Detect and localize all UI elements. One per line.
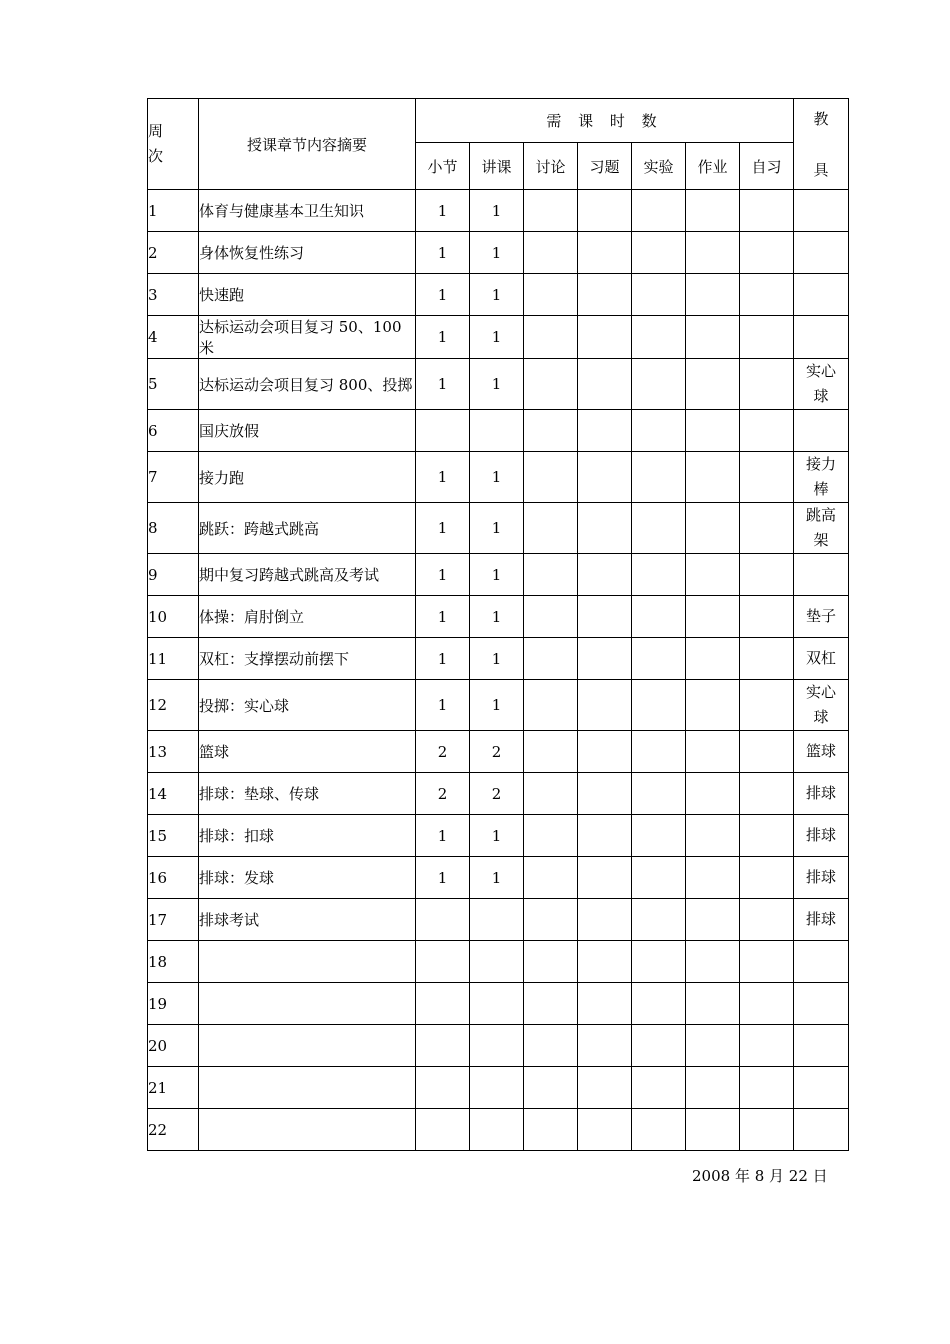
hours-cell [632,452,686,503]
topic-cell: 达标运动会项目复习 50、100 米 [199,316,416,359]
hours-col-header: 作业 [686,143,740,190]
week-number-cell: 9 [148,554,199,596]
hours-cell: 1 [416,503,470,554]
week-number-cell: 2 [148,232,199,274]
topic-cell: 排球：垫球、传球 [199,773,416,815]
equipment-cell [794,899,849,941]
hours-cell [578,190,632,232]
equipment-cell [794,410,849,452]
hours-cell [686,983,740,1025]
topic-cell [199,1067,416,1109]
hours-cell [632,941,686,983]
hours-cell [740,359,794,410]
hours-cell [578,941,632,983]
hours-cell: 1 [416,596,470,638]
hours-cell [578,680,632,731]
hours-cell [524,190,578,232]
hours-cell [740,410,794,452]
week-header-bottom: 次 [148,147,164,165]
week-number-cell: 15 [148,815,199,857]
hours-cell [524,638,578,680]
table-row [148,983,849,1025]
hours-cell [686,503,740,554]
hours-cell [740,731,794,773]
hours-cell [740,815,794,857]
hours-cell [686,232,740,274]
hours-cell [524,899,578,941]
hours-cell [686,1109,740,1151]
hours-cell [578,554,632,596]
hours-cell [686,316,740,359]
hours-cell [686,857,740,899]
hours-cell [740,554,794,596]
week-number-cell: 1 [148,190,199,232]
hours-cell [632,410,686,452]
hours-cell [524,274,578,316]
table-row [148,503,849,554]
hours-cell [740,503,794,554]
hours-cell: 1 [416,680,470,731]
hours-cell [632,1025,686,1067]
hours-cell [524,1109,578,1151]
equipment-text: 垫子 [806,607,837,625]
hours-cell [632,731,686,773]
teaching-plan-table [147,98,849,1151]
hours-cell [578,857,632,899]
hours-cell: 1 [470,359,524,410]
hours-cell [632,596,686,638]
hours-cell: 2 [416,773,470,815]
hours-col-header: 讲课 [470,143,524,190]
hours-cell [470,941,524,983]
week-number-cell: 22 [148,1109,199,1151]
table-row [148,815,849,857]
hours-cell [686,359,740,410]
week-number-cell: 13 [148,731,199,773]
hours-cell: 1 [470,680,524,731]
equipment-cell [794,638,849,680]
week-number-cell: 3 [148,274,199,316]
table-row [148,899,849,941]
hours-cell [524,359,578,410]
hours-cell: 1 [470,232,524,274]
hours-cell [632,503,686,554]
topic-cell: 排球：扣球 [199,815,416,857]
hours-cell [686,638,740,680]
topic-cell [199,1025,416,1067]
table-row [148,680,849,731]
hours-cell [578,638,632,680]
equipment-cell [794,815,849,857]
topic-cell: 排球：发球 [199,857,416,899]
hours-cell: 1 [470,815,524,857]
hours-cell [632,554,686,596]
table-row [148,1025,849,1067]
topic-cell: 达标运动会项目复习 800、投掷 [199,359,416,410]
hours-cell: 1 [416,316,470,359]
hours-cell [416,410,470,452]
hours-col-header: 讨论 [524,143,578,190]
equipment-cell [794,232,849,274]
hours-cell [578,503,632,554]
equipment-text: 实心 [806,362,837,380]
hours-group-header: 需 课 时 数 [416,99,794,143]
table-row [148,232,849,274]
hours-cell [632,1067,686,1109]
table-row [148,554,849,596]
week-number-cell: 4 [148,316,199,359]
topic-cell: 排球考试 [199,899,416,941]
hours-cell: 1 [470,503,524,554]
hours-cell [632,316,686,359]
hours-cell: 1 [416,359,470,410]
hours-cell [686,815,740,857]
table-row [148,274,849,316]
hours-cell [740,274,794,316]
hours-cell: 1 [416,232,470,274]
hours-cell [740,316,794,359]
hours-cell [632,1109,686,1151]
hours-cell [578,596,632,638]
hours-cell [740,941,794,983]
equipment-cell [794,452,849,503]
hours-cell [686,899,740,941]
hours-cell [524,731,578,773]
equipment-cell [794,1025,849,1067]
week-number-cell: 12 [148,680,199,731]
hours-cell [416,1067,470,1109]
topic-cell [199,1109,416,1151]
week-number-cell: 16 [148,857,199,899]
topic-cell: 快速跑 [199,274,416,316]
hours-cell: 1 [470,638,524,680]
hours-cell [578,983,632,1025]
hours-cell [686,274,740,316]
equipment-cell [794,1109,849,1151]
week-number-cell: 8 [148,503,199,554]
topic-cell [199,983,416,1025]
hours-cell: 1 [416,857,470,899]
equipment-cell [794,554,849,596]
hours-cell [578,1067,632,1109]
equipment-text: 棒 [813,480,829,498]
equipment-text: 排球 [806,868,837,886]
week-number-cell: 14 [148,773,199,815]
hours-cell [578,1025,632,1067]
hours-cell [470,899,524,941]
week-number-cell: 10 [148,596,199,638]
week-number-cell: 21 [148,1067,199,1109]
equipment-text: 架 [813,531,829,549]
hours-cell [632,815,686,857]
topic-cell: 身体恢复性练习 [199,232,416,274]
hours-cell: 1 [416,190,470,232]
hours-cell [416,1025,470,1067]
hours-cell [524,503,578,554]
hours-cell [740,638,794,680]
hours-cell [578,1109,632,1151]
table-body [148,190,849,1151]
hours-cell: 1 [470,316,524,359]
equipment-cell [794,1067,849,1109]
topic-cell [199,941,416,983]
hours-cell [740,857,794,899]
topic-cell: 国庆放假 [199,410,416,452]
hours-cell [740,1109,794,1151]
hours-cell [470,1109,524,1151]
topic-cell: 期中复习跨越式跳高及考试 [199,554,416,596]
hours-cell [524,232,578,274]
hours-cell [632,857,686,899]
hours-cell [686,190,740,232]
tools-header-top: 教 [813,110,829,128]
equipment-cell [794,190,849,232]
hours-cell [686,596,740,638]
hours-cell [578,316,632,359]
equipment-text: 实心 [806,683,837,701]
hours-cell [524,452,578,503]
hours-cell [524,554,578,596]
hours-col-header: 实验 [632,143,686,190]
table-row [148,596,849,638]
topic-cell: 接力跑 [199,452,416,503]
hours-cell [686,452,740,503]
hours-cell [740,680,794,731]
equipment-cell [794,983,849,1025]
week-number-cell: 5 [148,359,199,410]
hours-cell [632,680,686,731]
hours-cell [470,1067,524,1109]
week-header-top: 周 [148,122,164,140]
hours-cell [578,815,632,857]
topic-cell: 跳跃：跨越式跳高 [199,503,416,554]
equipment-text: 排球 [806,784,837,802]
equipment-text: 篮球 [806,742,837,760]
equipment-text: 跳高 [806,506,837,524]
hours-cell: 2 [470,731,524,773]
hours-cell [524,983,578,1025]
hours-cell [740,899,794,941]
week-number-cell: 7 [148,452,199,503]
hours-cell [578,232,632,274]
hours-cell [686,941,740,983]
equipment-cell [794,274,849,316]
hours-cell [416,941,470,983]
tools-column-header [794,99,849,190]
hours-cell [524,1067,578,1109]
equipment-cell [794,359,849,410]
hours-cell [524,680,578,731]
hours-cell [686,554,740,596]
hours-cell [578,410,632,452]
hours-cell: 1 [470,554,524,596]
week-number-cell: 6 [148,410,199,452]
hours-cell [578,773,632,815]
hours-cell: 2 [416,731,470,773]
hours-cell: 1 [470,596,524,638]
topic-cell: 投掷：实心球 [199,680,416,731]
table-row [148,941,849,983]
equipment-text: 接力 [806,455,837,473]
table-row [148,1109,849,1151]
hours-cell [578,452,632,503]
hours-cell [740,596,794,638]
hours-cell [632,899,686,941]
hours-col-header: 自习 [740,143,794,190]
hours-cell [632,190,686,232]
week-number-cell: 19 [148,983,199,1025]
table-row [148,1067,849,1109]
hours-cell: 1 [416,815,470,857]
hours-cell: 1 [416,638,470,680]
hours-cell [686,731,740,773]
hours-cell [524,316,578,359]
equipment-cell [794,731,849,773]
equipment-text: 球 [813,387,829,405]
week-number-cell: 17 [148,899,199,941]
topic-cell: 体育与健康基本卫生知识 [199,190,416,232]
hours-cell [578,899,632,941]
hours-cell: 1 [416,554,470,596]
hours-cell [524,773,578,815]
topic-cell: 篮球 [199,731,416,773]
hours-cell [524,596,578,638]
hours-cell [740,1067,794,1109]
equipment-cell [794,596,849,638]
hours-cell [632,638,686,680]
hours-cell [632,232,686,274]
tools-header-bottom: 具 [813,161,829,179]
hours-cell [686,680,740,731]
table-row [148,638,849,680]
hours-cell [524,857,578,899]
hours-cell [740,983,794,1025]
hours-cell: 1 [470,190,524,232]
table-row [148,452,849,503]
hours-cell [416,1109,470,1151]
hours-cell: 1 [470,274,524,316]
hours-cell [740,773,794,815]
equipment-cell [794,503,849,554]
hours-cell [686,410,740,452]
week-number-cell: 18 [148,941,199,983]
week-number-cell: 20 [148,1025,199,1067]
hours-cell [632,359,686,410]
table-row [148,316,849,359]
hours-cell: 1 [470,452,524,503]
equipment-text: 双杠 [806,649,837,667]
table-row [148,857,849,899]
week-number-cell: 11 [148,638,199,680]
equipment-cell [794,941,849,983]
hours-cell [470,1025,524,1067]
hours-cell [470,983,524,1025]
hours-cell [416,983,470,1025]
topic-cell: 体操：肩肘倒立 [199,596,416,638]
hours-cell [686,1067,740,1109]
hours-cell [632,773,686,815]
document-date: 2008 年 8 月 22 日 [692,1167,828,1185]
week-column-header [148,99,199,190]
hours-cell [632,983,686,1025]
hours-cell [470,410,524,452]
hours-cell [524,410,578,452]
hours-cell: 2 [470,773,524,815]
hours-cell [578,359,632,410]
table-row [148,190,849,232]
hours-cell [740,232,794,274]
hours-col-header: 习题 [578,143,632,190]
topic-cell: 双杠：支撑摆动前摆下 [199,638,416,680]
hours-cell: 1 [416,452,470,503]
hours-cell [686,773,740,815]
equipment-text: 排球 [806,910,837,928]
hours-cell [578,731,632,773]
hours-cell [632,274,686,316]
table-row [148,410,849,452]
table-row [148,773,849,815]
equipment-cell [794,773,849,815]
table-row [148,731,849,773]
equipment-cell [794,680,849,731]
table-header [148,99,849,190]
topic-column-header: 授课章节内容摘要 [199,99,416,190]
equipment-text: 球 [813,708,829,726]
hours-col-header: 小节 [416,143,470,190]
table-row [148,359,849,410]
hours-cell [686,1025,740,1067]
hours-cell: 1 [470,857,524,899]
hours-cell [740,1025,794,1067]
hours-cell [416,899,470,941]
hours-cell: 1 [416,274,470,316]
equipment-cell [794,857,849,899]
equipment-text: 排球 [806,826,837,844]
equipment-cell [794,316,849,359]
hours-cell [578,274,632,316]
hours-cell [524,815,578,857]
hours-cell [524,941,578,983]
hours-cell [524,1025,578,1067]
hours-cell [740,190,794,232]
hours-cell [740,452,794,503]
